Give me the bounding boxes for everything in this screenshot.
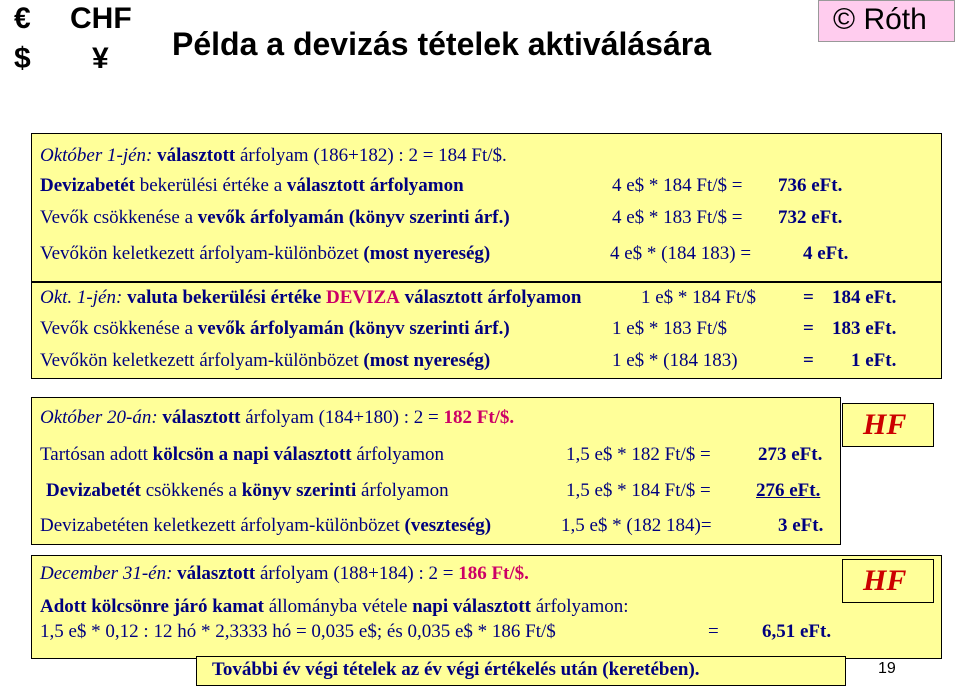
chf-symbol: CHF: [70, 2, 132, 35]
box1-row3-calc: 4 e$ * 183 Ft/$ =: [612, 207, 743, 228]
box1-row5: Okt. 1-jén: valuta bekerülési értéke DEVIZA választott árfolyamon: [40, 287, 582, 308]
page-title: Példa a devizás tételek aktiválására: [172, 26, 712, 62]
box1-row6: Vevők csökkenése a vevők árfolyamán (könyv szerinti árf.): [40, 318, 510, 339]
copyright-badge: [818, 0, 955, 42]
box2-row3-value: 276 eFt.: [756, 480, 821, 501]
hf-badge-2: [842, 559, 934, 603]
box2-row2-value: 273 eFt.: [758, 444, 823, 465]
box2-row4-calc: 1,5 e$ * (182 184)=: [561, 515, 712, 536]
hf-label-1: HF: [863, 408, 907, 441]
box3-row2: Adott kölcsönre járó kamat állományba vétele napi választott árfolyamon:: [40, 596, 629, 617]
box1-row1: Október 1-jén: választott árfolyam (186+182) : 2 = 184 Ft/$.: [40, 145, 507, 166]
footer-note: További év végi tételek az év végi értékelés után (keretében).: [212, 659, 700, 680]
page-number: 19: [878, 660, 896, 677]
box1-row2: Devizabetét bekerülési értéke a választott árfolyamon: [40, 175, 464, 196]
box1-row4: Vevőkön keletkezett árfolyam-különbözet (most nyereség): [40, 243, 491, 264]
box1-row7-value: 1 eFt.: [851, 350, 897, 371]
box1-row4-value: 4 eFt.: [803, 243, 849, 264]
box1-row6-eq: =: [803, 318, 814, 339]
box1-row5-value: 184 eFt.: [832, 287, 897, 308]
hf-label-2: HF: [863, 564, 907, 597]
box2-row2-calc: 1,5 e$ * 182 Ft/$ =: [566, 444, 711, 465]
box1-row5-calc: 1 e$ * 184 Ft/$: [641, 287, 757, 308]
dollar-symbol: $: [14, 42, 31, 75]
box1-row3: Vevők csökkenése a vevők árfolyamán (könyv szerinti árf.): [40, 207, 510, 228]
box3-row3: 1,5 e$ * 0,12 : 12 hó * 2,3333 hó = 0,035 e$; és 0,035 e$ * 186 Ft/$: [40, 621, 556, 642]
box2-row2: Tartósan adott kölcsön a napi választott árfolyamon: [40, 444, 444, 465]
box3-row3-value: 6,51 eFt.: [762, 621, 832, 642]
box1-row7: Vevőkön keletkezett árfolyam-különbözet (most nyereség): [40, 350, 491, 371]
euro-symbol: €: [14, 2, 31, 35]
box1-row4-calc: 4 e$ * (184 183) =: [610, 243, 752, 264]
box1-row5-eq: =: [803, 287, 814, 308]
box2-row4: Devizabetéten keletkezett árfolyam-különbözet (veszteség): [40, 515, 492, 536]
hf-badge-1: [842, 403, 934, 447]
copyright-label: © Róth: [833, 3, 927, 36]
box2-row4-value: 3 eFt.: [778, 515, 824, 536]
yen-symbol: ¥: [92, 42, 109, 75]
box1-row7-calc: 1 e$ * (184 183): [612, 350, 738, 371]
box1-row7-eq: =: [803, 350, 814, 371]
box3-row3-eq: =: [708, 621, 719, 642]
box1-row6-calc: 1 e$ * 183 Ft/$: [612, 318, 728, 339]
box1-row2-value: 736 eFt.: [778, 175, 843, 196]
box2-row3: Devizabetét csökkenés a könyv szerinti árfolyamon: [46, 480, 449, 501]
box1-row3-value: 732 eFt.: [778, 207, 843, 228]
box1-row2-calc: 4 e$ * 184 Ft/$ =: [612, 175, 743, 196]
box2-row3-calc: 1,5 e$ * 184 Ft/$ =: [566, 480, 711, 501]
box2-row1: Október 20-án: választott árfolyam (184+180) : 2 = 182 Ft/$.: [40, 407, 515, 428]
box3-row1: December 31-én: választott árfolyam (188+184) : 2 = 186 Ft/$.: [40, 563, 529, 584]
box1-separator: [31, 281, 942, 283]
box1-row6-value: 183 eFt.: [832, 318, 897, 339]
